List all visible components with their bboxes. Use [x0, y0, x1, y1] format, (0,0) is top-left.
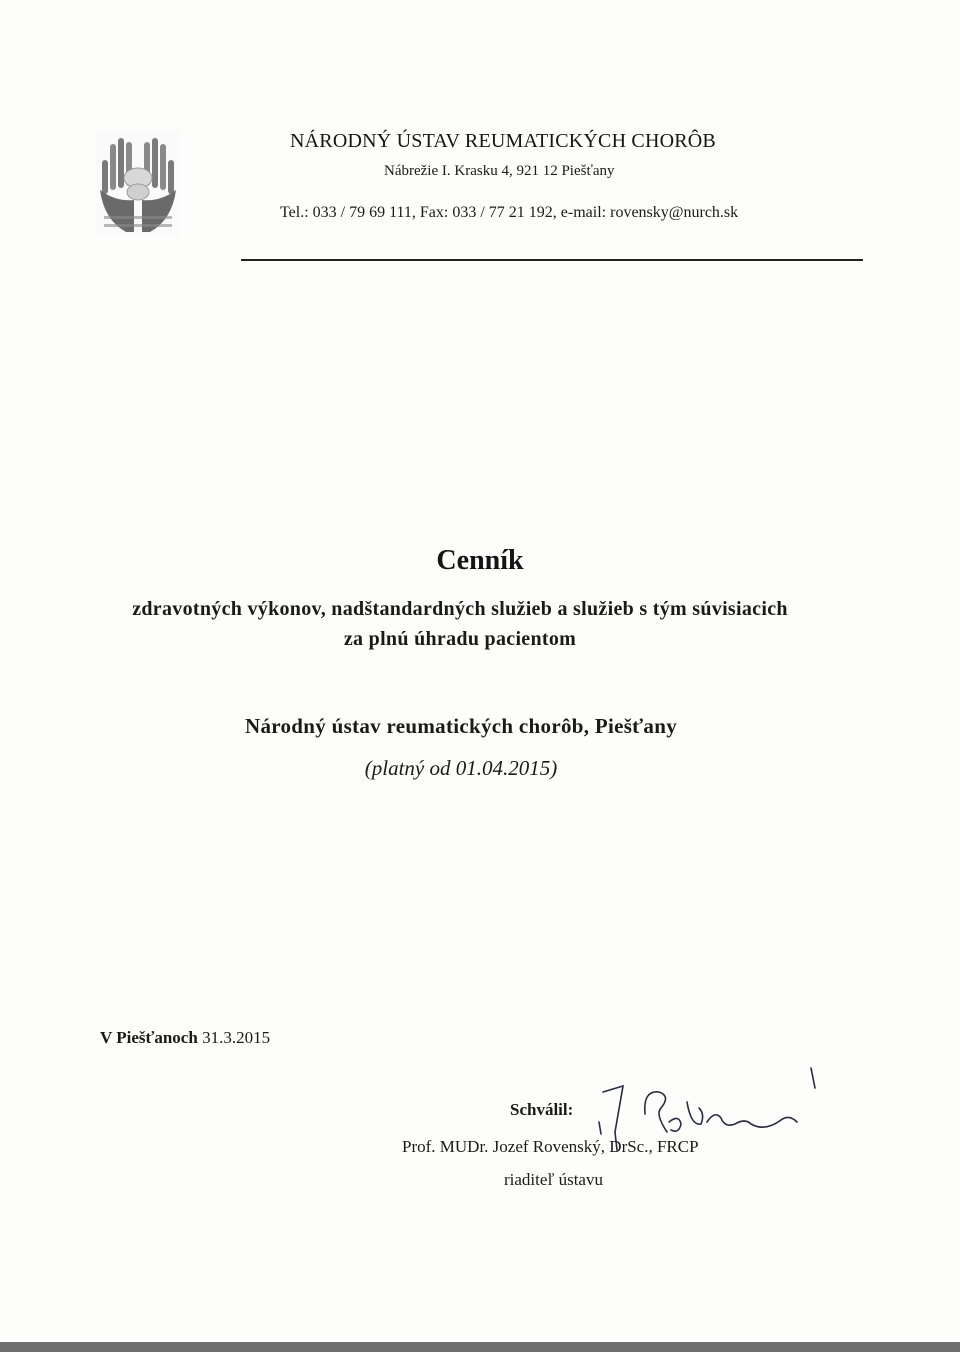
- place-and-date: [100, 1028, 270, 1048]
- document-title: Cenník: [436, 545, 524, 576]
- validity-date: (platný od 01.04.2015): [364, 756, 558, 780]
- institution-name: NÁRODNÝ ÚSTAV REUMATICKÝCH CHORÔB: [290, 130, 716, 152]
- signatory-name: Prof. MUDr. Jozef Rovenský, DrSc., FRCP: [402, 1137, 699, 1156]
- approved-label: Schválil:: [510, 1100, 574, 1119]
- institution-address: Nábrežie I. Krasku 4, 921 12 Piešťany: [384, 163, 615, 179]
- institution-line: Národný ústav reumatických chorôb, Piešťany: [245, 714, 677, 738]
- place-label: V Piešťanoch: [100, 1028, 198, 1047]
- signatory-role: riaditeľ ústavu: [504, 1170, 603, 1189]
- header-divider: [241, 259, 863, 261]
- date-value: 31.3.2015: [202, 1028, 271, 1047]
- institution-contact: Tel.: 033 / 79 69 111, Fax: 033 / 77 21 192, e-mail: rovensky@nurch.sk: [280, 204, 739, 221]
- scan-bottom-edge: [0, 1352, 960, 1358]
- institution-logo-icon: [96, 130, 180, 236]
- scan-bottom-bar: [0, 1342, 960, 1352]
- document-subtitle-line1: zdravotných výkonov, nadštandardných služieb a služieb s tým súvisiacich: [132, 598, 788, 620]
- document-subtitle-line2: za plnú úhradu pacientom: [343, 628, 577, 650]
